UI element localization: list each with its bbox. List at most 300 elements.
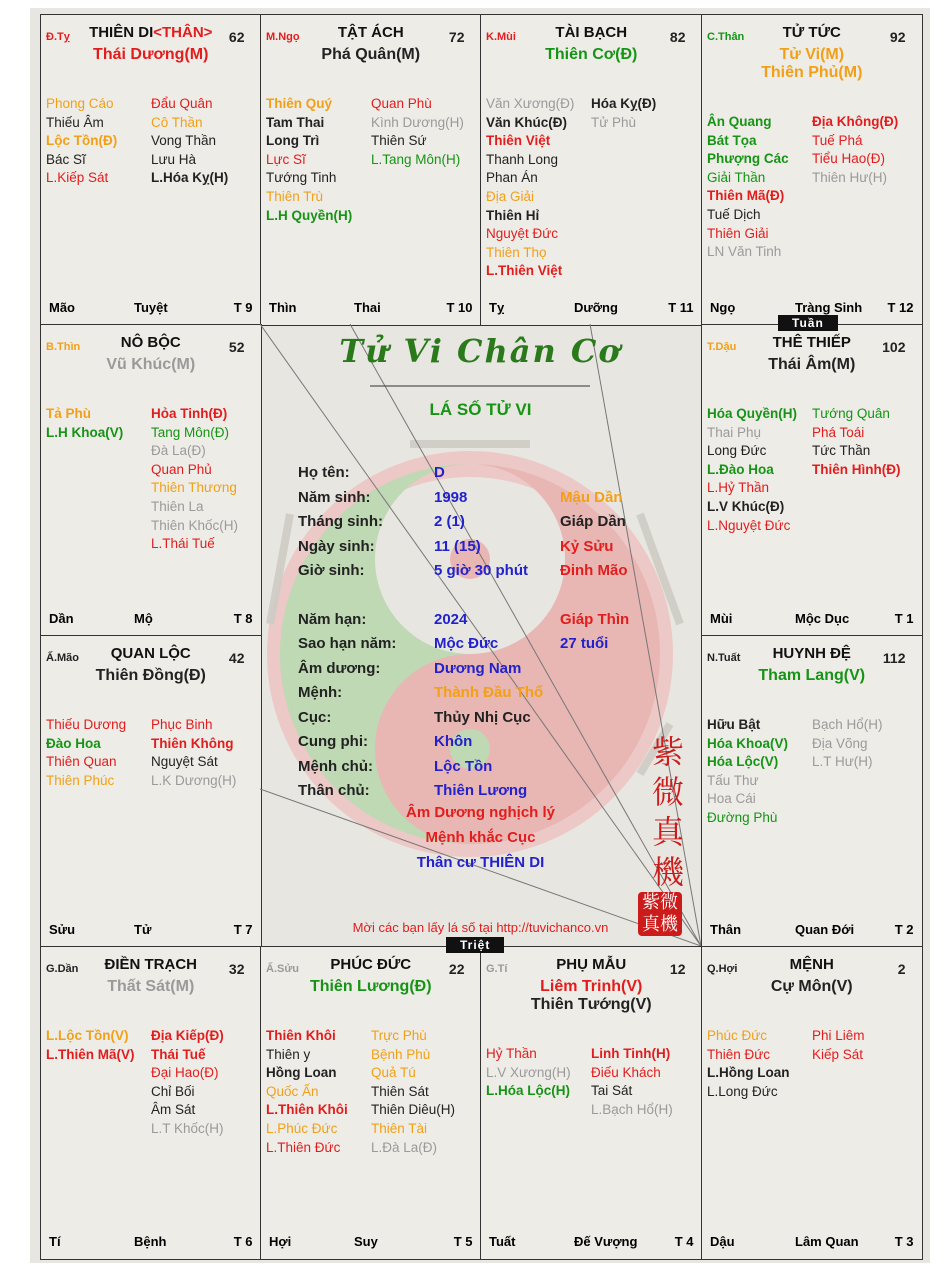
palace-age-number: 22: [448, 961, 465, 977]
minor-star: Hóa Kỵ(Đ): [591, 96, 657, 111]
footer-stage: Tử: [134, 921, 152, 937]
footer-branch: Dậu: [710, 1233, 735, 1249]
minor-stars-left: [707, 405, 797, 535]
site-link[interactable]: Mời các bạn lấy lá số tại http://tuvichanco.vn: [352, 920, 609, 935]
minor-star: L.Bạch Hổ(H): [591, 1101, 673, 1117]
palace-age-number: 62: [228, 29, 245, 45]
info-label: Giờ sinh:: [298, 562, 365, 579]
info-value: Thành Đầu Thổ: [434, 684, 544, 701]
minor-star: Đường Phù: [707, 809, 778, 825]
palace-age-number: 2: [897, 961, 906, 977]
minor-star: Lộc Tồn(Đ): [46, 133, 118, 149]
minor-stars-left: [266, 1027, 348, 1157]
footer-branch: Mùi: [710, 610, 733, 626]
footer-branch: Mão: [49, 299, 75, 315]
minor-star: Nguyệt Sát: [151, 754, 218, 770]
info-label: Năm hạn:: [298, 611, 367, 628]
footer-stage: Mộ: [134, 610, 153, 626]
palace-tu-tuc[interactable]: [701, 14, 923, 326]
info-row: [298, 782, 560, 799]
minor-star: Long Đức: [707, 443, 767, 459]
info-extra: Đinh Mão: [560, 562, 628, 579]
minor-star: Cô Thần: [151, 114, 203, 130]
main-stars: [481, 46, 702, 64]
minor-stars-left: [486, 95, 574, 281]
minor-star: LN Văn Tinh: [707, 244, 782, 260]
main-star: Thiên Phủ(M): [761, 64, 863, 81]
minor-star: Tướng Tinh: [266, 170, 337, 186]
palace-stem-branch: N.Tuất: [707, 652, 741, 664]
minor-stars-right: [371, 1027, 455, 1157]
minor-star: Thiên Hỉ: [486, 207, 540, 223]
minor-star: Tả Phù: [46, 406, 92, 421]
palace-age-number: 32: [228, 961, 245, 977]
minor-star: L.Hóa Kỵ(H): [151, 170, 229, 186]
minor-star: Tang Môn(Đ): [151, 424, 230, 440]
minor-star: L.Hồng Loan: [707, 1065, 790, 1081]
minor-star: L.Hỷ Thần: [707, 480, 770, 496]
palace-name-text: PHÚC ĐỨC: [330, 956, 412, 973]
minor-star: Kình Dương(H): [371, 114, 464, 130]
minor-star: Thiên Quý: [266, 96, 333, 111]
palace-phuc-duc[interactable]: [260, 946, 482, 1260]
minor-star: L.T Khốc(H): [151, 1120, 224, 1136]
palace-body-marker: <THÂN>: [153, 24, 213, 41]
minor-star: Thiên Sứ: [371, 133, 427, 149]
minor-star: L.Thiên Mã(V): [46, 1046, 135, 1062]
info-extra: Mậu Dần: [560, 489, 623, 506]
minor-star: Hỏa Tinh(Đ): [151, 406, 228, 421]
minor-star: Tức Thần: [812, 443, 871, 459]
minor-star: Bác Sĩ: [46, 151, 86, 167]
minor-star: Thiên Thương: [151, 480, 237, 496]
info-label: Mệnh chủ:: [298, 758, 373, 775]
palace-thien-di[interactable]: [40, 14, 262, 326]
footer-month: T 12: [887, 299, 914, 315]
info-value: Mộc Đức: [434, 635, 499, 652]
main-star: Liêm Trinh(V): [540, 978, 643, 995]
minor-star: Tướng Quân: [812, 406, 890, 421]
minor-star: Phục Binh: [151, 717, 213, 732]
main-star: Tử Vi(M): [779, 46, 845, 63]
info-label: Âm dương:: [298, 660, 381, 677]
palace-stem-branch: Đ.Tỵ: [46, 31, 70, 43]
main-stars: [702, 46, 922, 82]
minor-star: Hóa Lộc(V): [707, 754, 779, 770]
info-extra: Giáp Thìn: [560, 611, 630, 628]
minor-star: Nguyệt Đức: [486, 226, 559, 242]
palace-age-number: 112: [882, 650, 906, 666]
minor-stars-right: [151, 95, 228, 188]
minor-stars-right: [812, 113, 898, 187]
seal-char: 紫: [651, 733, 684, 771]
info-label: Mệnh:: [298, 684, 343, 701]
footer-branch: Sửu: [49, 921, 76, 937]
minor-star: Địa Võng: [812, 735, 868, 751]
info-extra: Giáp Dần: [560, 513, 626, 530]
minor-star: Bệnh Phù: [371, 1046, 431, 1062]
palace-tai-bach[interactable]: [480, 14, 703, 326]
minor-star: L.Thiên Đức: [266, 1139, 341, 1155]
minor-stars-left: [707, 716, 788, 828]
palace-stem-branch: Ấ.Mão: [46, 652, 79, 664]
palace-age-number: 52: [228, 339, 245, 355]
minor-star: Lưu Hà: [151, 151, 197, 167]
minor-star: Quốc Ấn: [266, 1083, 319, 1099]
palace-name: [261, 24, 481, 41]
footer-month: T 11: [668, 299, 694, 315]
minor-star: Bát Tọa: [707, 132, 757, 148]
minor-star: Long Trì: [266, 133, 320, 149]
minor-star: Thiên y: [266, 1046, 311, 1062]
palace-name-text: MỆNH: [789, 956, 834, 973]
minor-star: Tam Thai: [266, 114, 325, 130]
info-row: [298, 513, 626, 530]
footer-stage: Mộc Dục: [795, 610, 850, 626]
minor-star: Phong Cáo: [46, 96, 114, 111]
palace-age-number: 102: [882, 339, 906, 355]
minor-star: Phượng Các: [707, 151, 789, 167]
minor-star: Ân Quang: [707, 114, 772, 129]
info-label: Sao hạn năm:: [298, 635, 397, 652]
label-triet: Triệt: [446, 937, 504, 953]
info-value: 2024: [434, 611, 468, 628]
palace-stem-branch: B.Thìn: [46, 341, 81, 353]
minor-star: Điếu Khách: [591, 1064, 661, 1080]
main-star: Cự Môn(V): [770, 978, 853, 995]
footer-month: T 10: [446, 299, 473, 315]
main-star: Thất Sát(M): [107, 978, 195, 995]
minor-star: Thiên Mã(Đ): [707, 188, 785, 204]
minor-star: Thiếu Dương: [46, 717, 127, 732]
palace-name-text: QUAN LỘC: [110, 645, 191, 662]
minor-star: Quan Phù: [371, 96, 432, 111]
chart-board: [30, 8, 930, 1263]
footer-month: T 8: [233, 610, 253, 626]
main-star: Vũ Khúc(M): [106, 356, 196, 373]
minor-stars-right: [591, 95, 656, 132]
minor-star: L.K Dương(H): [151, 772, 237, 788]
footer-stage: Dưỡng: [574, 299, 618, 315]
main-stars: [702, 356, 922, 374]
footer-month: T 5: [453, 1233, 473, 1249]
minor-star: Địa Giải: [486, 188, 535, 204]
palace-name: [41, 956, 261, 973]
info-row: [298, 611, 629, 628]
info-label: Cục:: [298, 709, 332, 726]
main-stars: [481, 978, 702, 1014]
info-value: D: [434, 464, 445, 481]
footer-stage: Đế Vượng: [574, 1233, 638, 1249]
info-row: [298, 464, 560, 481]
palace-stem-branch: G.Tí: [486, 963, 508, 975]
minor-star: Văn Xương(Đ): [486, 96, 575, 111]
minor-star: Phá Toái: [812, 424, 865, 440]
palace-the-thiep[interactable]: [701, 324, 923, 637]
info-row: [298, 660, 560, 677]
footer-month: T 6: [233, 1233, 253, 1249]
minor-star: Thiên Sát: [371, 1083, 429, 1099]
minor-star: Thiên Diêu(H): [371, 1102, 456, 1118]
minor-star: L.Phúc Đức: [266, 1120, 338, 1136]
chart-title: LÁ SỐ TỬ VI: [429, 400, 532, 419]
palace-huynh-de[interactable]: [701, 635, 923, 948]
minor-star: Thiên Phúc: [46, 772, 115, 788]
footer-stage: Quan Đới: [795, 921, 855, 937]
info-value: Lộc Tồn: [434, 758, 493, 775]
info-row: [298, 562, 628, 579]
palace-quan-loc[interactable]: [40, 635, 262, 948]
minor-stars-left: [486, 1045, 571, 1101]
palace-dien-trach[interactable]: [40, 946, 262, 1260]
minor-star: Hóa Khoa(V): [707, 735, 788, 751]
info-label: Cung phi:: [298, 733, 368, 750]
footer-month: T 7: [233, 921, 253, 937]
footer-branch: Thân: [710, 921, 742, 937]
minor-star: Hỷ Thần: [486, 1046, 537, 1061]
main-star: Tham Lang(V): [758, 667, 866, 684]
footer-branch: Tuất: [489, 1233, 516, 1249]
minor-star: Đào Hoa: [46, 735, 101, 751]
palace-age-number: 42: [228, 650, 245, 666]
minor-star: Đà La(Đ): [151, 443, 206, 459]
info-label: Ngày sinh:: [298, 538, 375, 555]
palace-name: [41, 334, 261, 351]
palace-grid: [40, 14, 921, 1258]
palace-name-text: TÀI BẠCH: [555, 24, 628, 41]
footer-month: T 9: [233, 299, 253, 315]
minor-star: L.Thái Tuế: [151, 536, 215, 552]
footer-stage: Suy: [354, 1233, 378, 1249]
palace-name-text: TỬ TỨC: [782, 24, 841, 41]
minor-star: Bạch Hổ(H): [812, 717, 883, 732]
footer-month: T 1: [894, 610, 914, 626]
palace-name: [41, 24, 261, 41]
palace-tat-ach[interactable]: [260, 14, 482, 326]
palace-stem-branch: Ấ.Sửu: [266, 963, 300, 975]
main-stars: [41, 356, 261, 374]
minor-star: L.Hóa Lộc(H): [486, 1083, 570, 1099]
minor-star: L.Nguyệt Đức: [707, 517, 791, 533]
main-star: Thái Âm(M): [768, 356, 856, 373]
minor-stars-right: [151, 716, 236, 790]
info-extra: Kỷ Sửu: [560, 538, 614, 555]
footer-branch: Tí: [49, 1233, 61, 1249]
minor-star: Đẩu Quân: [151, 96, 213, 111]
minor-star: Tai Sát: [591, 1083, 633, 1099]
minor-star: L.T Hư(H): [812, 754, 873, 770]
footer-branch: Ngọ: [710, 299, 736, 315]
main-stars: [261, 978, 481, 996]
minor-star: L.Đà La(Đ): [371, 1139, 438, 1155]
minor-star: Thái Tuế: [151, 1046, 206, 1062]
minor-star: Quả Tú: [371, 1065, 416, 1081]
footer-month: T 2: [894, 921, 914, 937]
main-stars: [702, 978, 922, 996]
minor-star: Lực Sĩ: [266, 151, 306, 167]
info-row: [298, 709, 560, 726]
note-menh-cuc: Mệnh khắc Cục: [425, 829, 536, 846]
palace-stem-branch: G.Dần: [46, 963, 79, 975]
minor-star: Thiên Khốc(H): [151, 517, 239, 533]
info-value: Khôn: [434, 733, 473, 750]
minor-stars-left: [46, 716, 126, 790]
minor-star: Thiên Việt: [486, 133, 551, 149]
minor-star: L.Thiên Khôi: [266, 1102, 348, 1118]
minor-star: Tuế Phá: [812, 132, 863, 148]
info-value: 11 (15): [434, 538, 481, 555]
palace-name-text: ĐIỀN TRẠCH: [104, 956, 197, 973]
info-label: Thân chủ:: [298, 782, 370, 799]
footer-stage: Lâm Quan: [795, 1233, 859, 1249]
footer-branch: Thìn: [269, 299, 297, 315]
minor-star: L.Đào Hoa: [707, 461, 774, 477]
main-star: Thiên Lương(Đ): [309, 978, 432, 995]
minor-star: L.Kiếp Sát: [46, 170, 109, 186]
minor-star: L.H Quyền(H): [266, 207, 353, 223]
minor-star: Quan Phủ: [151, 461, 212, 477]
minor-star: Thiên Quan: [46, 754, 117, 770]
palace-name: [481, 956, 702, 973]
minor-star: L.Thiên Việt: [486, 263, 563, 279]
minor-star: Trực Phù: [371, 1028, 427, 1043]
palace-name: [702, 24, 922, 41]
minor-star: Thiên Hư(H): [812, 169, 888, 185]
palace-age-number: 72: [448, 29, 465, 45]
palace-name-text: TẬT ÁCH: [337, 24, 404, 41]
palace-stem-branch: C.Thân: [707, 31, 745, 43]
info-value: 2 (1): [434, 513, 465, 530]
minor-stars-left: [46, 1027, 135, 1064]
minor-star: L.Tang Môn(H): [371, 151, 461, 167]
minor-stars-left: [46, 405, 123, 442]
seal-char: 微: [651, 773, 684, 811]
minor-stars-right: [812, 716, 883, 772]
info-value: Thủy Nhị Cục: [434, 709, 531, 726]
info-extra: 27 tuổi: [560, 635, 609, 652]
minor-star: Thanh Long: [486, 151, 559, 167]
minor-star: Hóa Quyền(H): [707, 406, 798, 421]
footer-stage: Bệnh: [134, 1233, 167, 1249]
info-label: Tháng sinh:: [298, 513, 383, 530]
footer-month: T 4: [674, 1233, 694, 1249]
minor-stars-right: [371, 95, 464, 169]
minor-stars-left: [46, 95, 117, 188]
center-panel: [260, 324, 701, 946]
minor-stars-right: [812, 405, 900, 479]
info-value: 5 giờ 30 phút: [434, 562, 529, 579]
minor-stars-left: [266, 95, 352, 225]
palace-stem-branch: K.Mùi: [486, 31, 516, 43]
minor-star: Địa Kiếp(Đ): [151, 1028, 224, 1043]
minor-star: Tấu Thư: [707, 772, 759, 788]
info-label: Họ tên:: [298, 464, 350, 481]
info-row: [298, 684, 560, 701]
palace-name: [261, 956, 481, 973]
minor-star: Kiếp Sát: [812, 1046, 864, 1062]
footer-branch: Hợi: [269, 1233, 292, 1249]
footer-branch: Dần: [49, 610, 74, 626]
minor-star: Địa Không(Đ): [812, 114, 899, 129]
info-value: Dương Nam: [434, 660, 522, 677]
minor-star: Chỉ Bối: [151, 1083, 195, 1099]
palace-name-text: HUYNH ĐỆ: [772, 645, 851, 662]
minor-star: Thiên Hình(Đ): [812, 461, 901, 477]
palace-stem-branch: Q.Hợi: [707, 963, 738, 975]
minor-star: Âm Sát: [151, 1102, 196, 1118]
info-row: [298, 758, 560, 775]
minor-star: Tuế Dịch: [707, 206, 761, 222]
minor-stars-left: [707, 113, 789, 262]
main-star: Thái Dương(M): [93, 46, 209, 63]
brand-logo: Tử Vi Chân Cơ: [339, 332, 622, 370]
main-star: Thiên Cơ(Đ): [545, 46, 638, 63]
palace-no-boc[interactable]: [40, 324, 262, 637]
seal-char: 真: [651, 813, 684, 851]
seal-char: 機: [651, 853, 684, 891]
note-than-cu: Thân cư THIÊN DI: [416, 854, 545, 871]
palace-age-number: 92: [889, 29, 906, 45]
minor-star: Phúc Đức: [707, 1028, 768, 1043]
minor-star: Linh Tinh(H): [591, 1046, 671, 1061]
note-amduong: Âm Dương nghịch lý: [405, 804, 556, 821]
minor-star: Phi Liêm: [812, 1028, 865, 1043]
minor-star: Thiên Tài: [371, 1120, 428, 1136]
minor-star: Tử Phù: [591, 114, 637, 130]
seal-vertical-text: [648, 732, 688, 892]
minor-stars-right: [151, 1027, 224, 1139]
footer-stage: Thai: [354, 299, 381, 315]
footer-stage: Tuyệt: [134, 299, 168, 315]
main-stars: [261, 46, 481, 64]
minor-star: Thiên Khôi: [266, 1028, 336, 1043]
minor-star: Thiên Thọ: [486, 244, 547, 260]
minor-star: Thiên Trù: [266, 188, 324, 204]
palace-age-number: 82: [669, 29, 686, 45]
footer-stage: Tràng Sinh: [795, 299, 863, 315]
minor-star: L.Long Đức: [707, 1083, 778, 1099]
minor-stars-left: [707, 1027, 789, 1101]
seal-stamp: 紫微真機: [638, 892, 682, 936]
info-value: Thiên Lương: [434, 782, 528, 799]
main-stars: [41, 667, 261, 685]
minor-stars-right: [591, 1045, 673, 1119]
minor-star: Thiên Giải: [707, 225, 769, 241]
palace-name: [481, 24, 702, 41]
palace-name-text: THIÊN DI: [89, 24, 154, 41]
info-row: [298, 733, 560, 750]
minor-star: Hoa Cái: [707, 791, 756, 807]
info-row: [298, 489, 623, 506]
label-tuan: Tuần: [778, 315, 838, 331]
info-label: Năm sinh:: [298, 489, 371, 506]
main-star: Phá Quân(M): [321, 46, 421, 63]
minor-star: Văn Khúc(Đ): [486, 114, 567, 130]
info-row: [298, 538, 613, 555]
palace-name: [41, 645, 261, 662]
minor-star: L.V Xương(H): [486, 1064, 571, 1080]
palace-phu-mau[interactable]: [480, 946, 703, 1260]
minor-star: Thiên Đức: [707, 1046, 771, 1062]
footer-month: T 3: [894, 1233, 914, 1249]
palace-name-text: NÔ BỘC: [120, 334, 181, 351]
main-star: Thiên Tướng(V): [530, 996, 652, 1013]
minor-star: Thai Phụ: [707, 424, 762, 440]
minor-star: Tiểu Hao(Đ): [812, 151, 886, 167]
palace-menh[interactable]: [701, 946, 923, 1260]
palace-name-text: THÊ THIẾP: [772, 334, 851, 351]
minor-stars-right: [812, 1027, 865, 1064]
